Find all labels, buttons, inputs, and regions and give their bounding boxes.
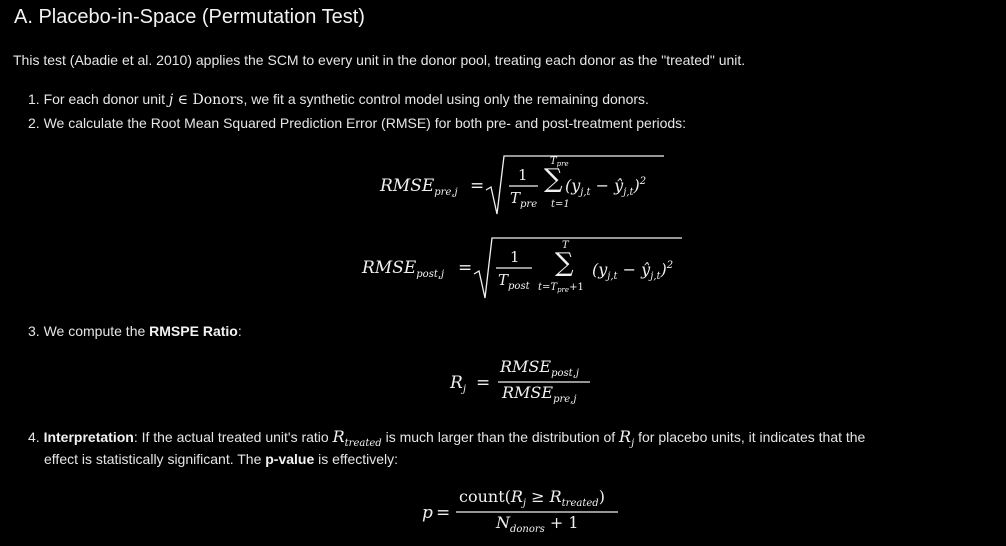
- summation-sign: ∑: [555, 248, 574, 278]
- n-donors-denominator: $N_{donors} + 1$: [496, 513, 579, 535]
- equals-sign: =: [436, 503, 451, 523]
- rmse-post-numerator: $RMSE_{post,j}$: [500, 357, 579, 379]
- step4-text-c: for placebo units, it indicates that the: [638, 429, 866, 445]
- list-item-3: [28, 323, 242, 339]
- interpretation-label: Interpretation: [43, 429, 134, 445]
- fraction-one: 1: [510, 248, 520, 266]
- fraction-one: 1: [518, 166, 528, 184]
- equals-sign: =: [476, 373, 491, 393]
- list-item-4-continued: [44, 451, 398, 467]
- rmse-pre-denominator: $RMSE_{pre,j}$: [502, 383, 577, 405]
- sum-lower-limit: t=1: [551, 199, 570, 210]
- summand: ($y_{j,t}$ − $ŷ_{j,t})^2$: [592, 260, 674, 282]
- list-number: 1.: [28, 91, 40, 107]
- rmse-pre-lhs: $RMSE_{pre,j}$: [380, 176, 458, 198]
- equals-sign: =: [470, 176, 485, 196]
- t-post-denominator: $T_{post}$: [498, 271, 530, 292]
- equals-sign: =: [458, 258, 473, 278]
- step4-text-d: effect is statistically significant. The: [44, 451, 262, 467]
- sum-upper-limit: T: [562, 240, 569, 251]
- step3-text-pre: We compute the: [43, 323, 146, 339]
- equation-rmse-pre: [380, 152, 680, 222]
- equation-p-value: [422, 486, 632, 541]
- step1-text-post: , we fit a synthetic control model using only the remaining donors.: [243, 91, 649, 107]
- t-pre-denominator: $T_{pre}$: [510, 189, 538, 210]
- sum-upper-limit: $T_{pre}$: [550, 156, 569, 168]
- p-lhs: p: [422, 503, 433, 523]
- list-item-4: [28, 427, 865, 449]
- list-number: 3.: [28, 323, 40, 339]
- rmspe-ratio-label: RMSPE Ratio: [149, 323, 238, 339]
- step4-text-a: : If the actual treated unit's ratio: [133, 429, 329, 445]
- math-r-j: $R_j$: [619, 427, 635, 449]
- intro-paragraph: This test (Abadie et al. 2010) applies the SCM to every unit in the donor pool, treating each donor as the "treated" unit.: [13, 52, 746, 68]
- r-j-lhs: $R_j$: [450, 373, 466, 395]
- list-number: 2.: [28, 115, 40, 131]
- rmse-post-lhs: $RMSE_{post,j}$: [362, 258, 445, 280]
- step2-text: We calculate the Root Mean Squared Prediction Error (RMSE) for both pre- and post-treatment periods:: [43, 115, 687, 131]
- step1-text-pre: For each donor unit: [43, 91, 165, 107]
- summation-sign: ∑: [544, 164, 563, 194]
- list-item-1: [28, 91, 649, 108]
- sum-lower-limit: $t=T_{pre}+1$: [538, 282, 584, 294]
- math-r-treated: $R_{treated}$: [332, 427, 382, 449]
- p-value-label: p-value: [265, 451, 315, 467]
- list-number: 4.: [28, 429, 40, 445]
- step3-text-post: :: [237, 323, 242, 339]
- step4-text-b: is much larger than the distribution of: [385, 429, 616, 445]
- equation-rmspe-ratio: [450, 355, 610, 415]
- step4-text-e: is effectively:: [318, 451, 399, 467]
- summand: ($y_{j,t}$ − $ŷ_{j,t})^2$: [565, 176, 647, 198]
- section-heading: A. Placebo-in-Space (Permutation Test): [14, 6, 365, 28]
- math-donors: Donors: [192, 92, 244, 108]
- list-item-2: [28, 115, 686, 131]
- equation-rmse-post: [362, 234, 692, 309]
- math-j-in: j ∈: [168, 92, 193, 108]
- count-numerator: $count(R_j \ge R_{treated})$: [459, 487, 605, 509]
